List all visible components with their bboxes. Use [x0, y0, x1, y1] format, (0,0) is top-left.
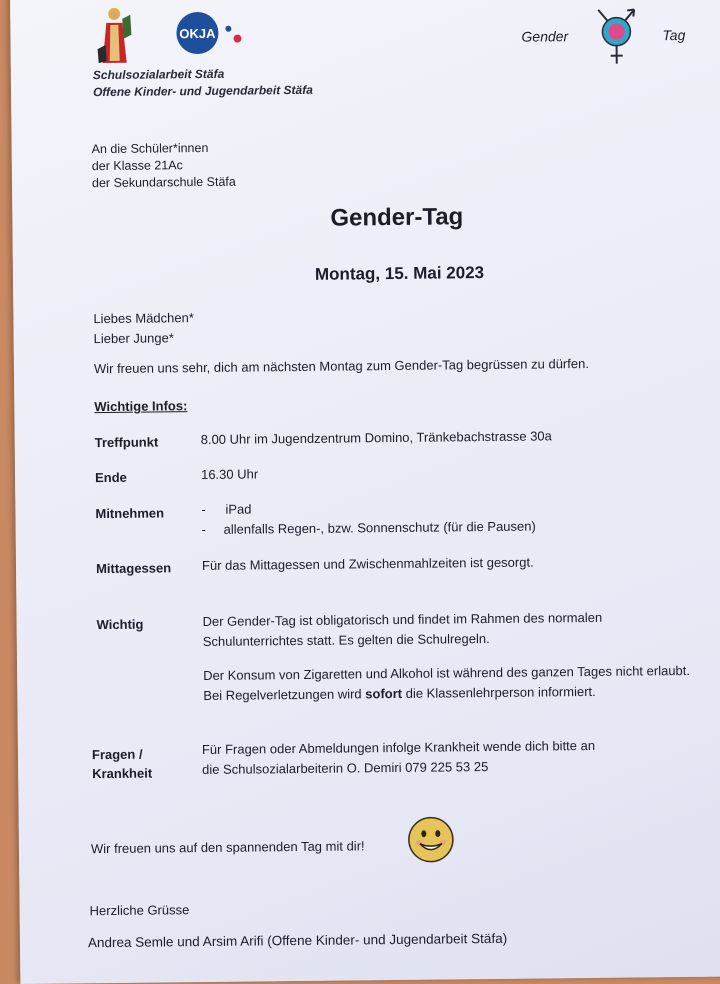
fragen-line-2: die Schulsozialarbeiterin O. Demiri 079 225 53 25	[202, 756, 595, 780]
treffpunkt-value: 8.00 Uhr im Jugendzentrum Domino, Tränkebachstrasse 30a	[201, 426, 552, 450]
mittagessen-value: Für das Mittagessen und Zwischenmahlzeiten ist gesorgt.	[202, 553, 534, 576]
mittagessen-label: Mittagessen	[96, 560, 171, 576]
greeting	[93, 308, 194, 349]
org-line-1: Schulsozialarbeit Stäfa	[93, 65, 313, 84]
treffpunkt-label: Treffpunkt	[95, 434, 159, 450]
mitnehmen-item-1: iPad	[223, 502, 251, 517]
fragen-label-line-2: Krankheit	[92, 764, 152, 784]
wichtig-p2-line-1: Der Konsum von Zigaretten und Alkohol ist während des ganzen Tages nicht erlaubt.	[203, 661, 690, 686]
fragen-label-line-1: Fragen /	[92, 745, 152, 765]
org-name	[93, 65, 313, 101]
okja-logo-text: OKJA	[179, 26, 216, 41]
gender-tag-word-right: Tag	[662, 27, 685, 43]
org-line-2: Offene Kinder- und Jugendarbeit Stäfa	[93, 82, 313, 101]
saint-logo-icon	[92, 5, 141, 67]
mitnehmen-list	[201, 497, 536, 540]
wichtig-p1-line-2: Schulunterrichtes statt. Es gelten die Schulregeln.	[203, 628, 603, 652]
smiley-icon	[407, 815, 456, 864]
infos-heading	[94, 398, 187, 414]
signature-text: Andrea Semle und Arsim Arifi (Offene Kinder- und Jugendarbeit Stäfa)	[88, 929, 507, 953]
address-line-1: An die Schüler*innen	[92, 140, 236, 159]
wichtig-paragraph-2	[203, 661, 690, 706]
greeting-line-1: Liebes Mädchen*	[93, 308, 194, 329]
address-line-2: der Klasse 21Ac	[92, 157, 236, 176]
letter-page	[10, 0, 720, 984]
wichtig-p2-after: die Klassenlehrperson informiert.	[402, 684, 596, 701]
wichtig-p1-line-1: Der Gender-Tag ist obligatorisch und findet im Rahmen des normalen	[202, 608, 602, 632]
fragen-label	[92, 745, 152, 784]
closing-text: Wir freuen uns auf den spannenden Tag mit dir!	[91, 836, 365, 859]
list-item: - iPad	[201, 497, 535, 520]
infos-heading-text: Wichtige Infos:	[94, 398, 187, 414]
transgender-symbol-icon	[590, 5, 645, 68]
fragen-text	[202, 736, 596, 780]
wichtig-p2-line-2	[203, 681, 690, 706]
intro-text: Wir freuen uns sehr, dich am nächsten Montag zum Gender-Tag begrüssen zu dürfen.	[94, 354, 589, 379]
wichtig-p2-before: Bei Regelverletzungen wird	[203, 686, 365, 703]
gender-tag-word-left: Gender	[521, 28, 568, 44]
ende-value: 16.30 Uhr	[201, 464, 258, 485]
page-title: Gender-Tag	[330, 203, 463, 232]
greeting-line-2: Lieber Junge*	[94, 328, 195, 349]
wichtig-label: Wichtig	[97, 617, 144, 632]
list-item: - allenfalls Regen-, bzw. Sonnenschutz (für die Pausen)	[202, 517, 536, 540]
fragen-line-1: Für Fragen oder Abmeldungen infolge Krankheit wende dich bitte an	[202, 736, 595, 760]
okja-logo-icon	[170, 9, 260, 58]
event-date: Montag, 15. Mai 2023	[315, 263, 484, 285]
wichtig-paragraph-1	[202, 608, 602, 652]
regards-text: Herzliche Grüsse	[90, 900, 190, 921]
address-line-3: der Sekundarschule Stäfa	[92, 174, 236, 193]
mitnehmen-label: Mitnehmen	[95, 505, 164, 521]
address-block	[92, 140, 236, 193]
mitnehmen-item-2: allenfalls Regen-, bzw. Sonnenschutz (für die Pausen)	[224, 519, 536, 537]
ende-label: Ende	[95, 470, 127, 485]
wichtig-p2-bold: sofort	[365, 686, 402, 701]
